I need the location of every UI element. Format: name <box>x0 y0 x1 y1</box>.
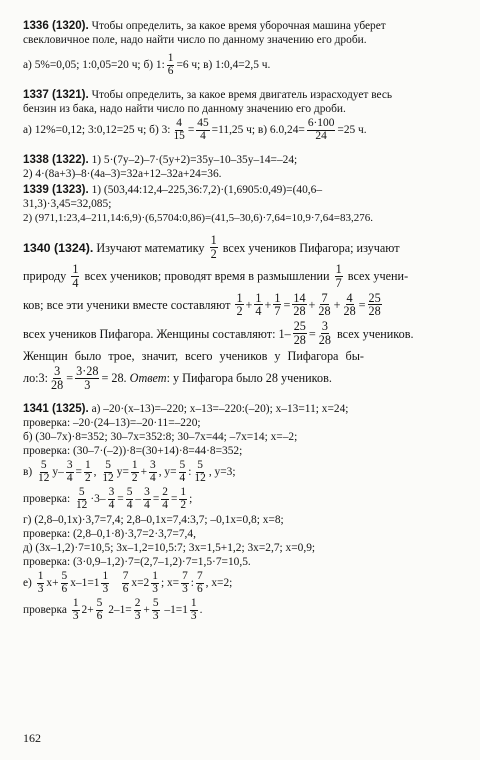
problem-1339-text-1: 1) (503,44:12,4–225,36:7,2)·(1,6905:0,49)=(40,6– <box>88 183 323 196</box>
numerator: 1 <box>72 262 79 277</box>
fraction <box>293 320 307 347</box>
fraction <box>149 460 157 485</box>
problem-1337-answer-mid: =11,25 ч; в) 6.0,24= <box>211 124 305 137</box>
denominator: 28 <box>293 333 306 348</box>
numerator: 1 <box>210 233 217 248</box>
problem-1341-text: 2+ <box>81 604 94 617</box>
denominator: 28 <box>293 304 306 319</box>
denominator: 4 <box>66 471 73 484</box>
denominator: 4 <box>108 498 115 511</box>
fraction <box>72 598 80 623</box>
numerator: 45 <box>197 117 209 130</box>
fraction <box>172 118 185 143</box>
denominator: 28 <box>51 377 64 392</box>
numerator: 1 <box>102 570 109 583</box>
fraction <box>66 460 74 485</box>
denominator: 3 <box>182 583 188 596</box>
problem-1337-answer-pre: а) 12%=0,12; 3:0,12=25 ч; б) 3: <box>23 124 171 137</box>
denominator: 4 <box>144 498 150 511</box>
fraction <box>151 571 159 596</box>
problem-1336-text-2: свекловичное поле, надо найти число по данному значению его дроби. <box>23 34 367 47</box>
denominator: 12 <box>102 471 114 484</box>
problem-1338-text-1: 1) 5·(7y–2)–7·(5y+2)=35y–10–35y–14=–24; <box>88 154 298 167</box>
denominator: 3 <box>134 610 141 623</box>
minus-sign: – <box>135 492 142 505</box>
denominator: 4 <box>126 498 133 511</box>
fraction <box>254 292 262 319</box>
problem-1340-line-2 <box>23 263 456 290</box>
numerator: 25 <box>368 290 381 305</box>
equals-sign: = <box>170 492 178 505</box>
fraction <box>161 487 169 512</box>
problem-1341-text-g2: проверка: (2,8–0,1·8)·3,7=2·3,7=7,4, <box>23 527 196 540</box>
fraction <box>318 320 332 347</box>
fraction <box>235 292 243 319</box>
problem-1341-text-a1: а) –20·(x–13)=–220; x–13=–220:(–20); x–13=11; x=24; <box>88 402 349 415</box>
problem-1338-line-1 <box>23 153 456 167</box>
problem-1336-answer <box>23 53 456 78</box>
numerator: 5 <box>78 485 85 498</box>
fraction <box>292 292 306 319</box>
problem-1341-v <box>23 460 456 485</box>
problem-1336-text-1: Чтобы определить, за какое время уборочная машина уберет <box>88 20 386 32</box>
problem-1341-text: ·3– <box>90 492 106 505</box>
fraction <box>134 598 142 623</box>
problem-1341-text: : <box>190 577 194 590</box>
problem-1338-text-2: 2) 4·(8a+3)–8·(4a–3)=32a+12–32a+24=36. <box>23 168 222 181</box>
numerator: 5 <box>179 458 186 471</box>
numerator: 3 <box>66 458 73 471</box>
equals-sign: = <box>66 371 74 386</box>
problem-1341-text-d1: д) (3x–1,2)·7=10,5; 3x–1,2=10,5:7; 3x=1,5+1,2; 3x=2,7; x=0,9; <box>23 542 316 555</box>
numerator: 4 <box>346 290 353 305</box>
fraction <box>196 118 209 143</box>
denominator: 7 <box>274 304 281 319</box>
denominator: 12 <box>75 498 88 511</box>
fraction <box>108 487 116 512</box>
problem-1341-text: x+ <box>46 577 59 590</box>
fraction <box>122 571 130 596</box>
denominator: 3 <box>190 610 197 623</box>
denominator: 2 <box>236 304 243 319</box>
numerator: 6·100 <box>307 117 335 130</box>
problem-1341-text: , y= <box>158 465 177 478</box>
problem-1340-text: всех учеников Пифагора. Женщины составляют: 1– <box>23 326 291 341</box>
problem-1341-text: проверка: <box>23 492 73 505</box>
denominator: 24 <box>315 130 327 143</box>
page-number: 162 <box>23 731 41 746</box>
numerator: 5 <box>40 458 47 471</box>
problem-1341-text: : <box>188 465 192 478</box>
numerator: 3·28 <box>76 363 99 378</box>
problem-1340-text: = 28. <box>101 371 130 386</box>
problem-1336-heading: 1336 (1320). <box>23 19 89 32</box>
problem-1340-text: природу <box>23 269 70 284</box>
problem-1341-text: –1=1 <box>161 604 188 617</box>
problem-1337-answer-post: =25 ч. <box>337 124 367 137</box>
equals-sign: = <box>283 297 291 312</box>
fraction <box>75 487 88 512</box>
denominator: 6 <box>196 583 203 596</box>
problem-1336-answer-pre: а) 5%=0,05; 1:0,05=20 ч; б) 1: <box>23 59 165 72</box>
numerator: 2 <box>162 485 168 498</box>
denominator: 3 <box>152 610 159 623</box>
numerator: 1 <box>37 570 44 583</box>
problem-1341-heading: 1341 (1325). <box>23 401 89 415</box>
denominator: 12 <box>194 471 206 484</box>
denominator: 6 <box>61 583 68 596</box>
numerator: 1 <box>167 52 174 65</box>
denominator: 3 <box>102 583 109 596</box>
problem-1340-text: ков; все эти ученики вместе составляют <box>23 297 234 312</box>
problem-1339-text-3: 2) (971,1:23,4–211,14:6,9)·(6,5704:0,86)=(41,5–30,6)·7,64=10,9·7,64=83,276. <box>23 211 374 224</box>
fraction <box>131 460 139 485</box>
problem-1337-answer <box>23 118 456 143</box>
problem-1341-text-b1: б) (30–7x)·8=352; 30–7x=352:8; 30–7x=44; –7x=14; x=–2; <box>23 430 298 443</box>
equals-sign: = <box>75 465 82 478</box>
numerator: 3 <box>150 458 156 471</box>
numerator: 25 <box>293 319 306 334</box>
problem-1341-text: y= <box>116 465 129 478</box>
problem-1340-text: : у Пифагора было 28 учеников. <box>166 371 332 386</box>
denominator: 7 <box>335 275 342 290</box>
denominator: 6 <box>167 65 174 78</box>
fraction <box>101 460 114 485</box>
fraction <box>37 460 50 485</box>
problem-1341-text: 2–1= <box>105 604 132 617</box>
problem-1341-text: ; x= <box>160 577 180 590</box>
denominator: 2 <box>131 471 138 484</box>
problem-1341-text: . <box>199 604 203 617</box>
fraction <box>61 571 69 596</box>
numerator: 5 <box>152 597 159 610</box>
fraction <box>71 263 79 290</box>
problem-1341-line-1 <box>23 402 456 416</box>
numerator: 5 <box>197 458 203 471</box>
numerator: 3 <box>108 485 115 498</box>
denominator: 28 <box>318 304 331 319</box>
fraction <box>84 460 92 485</box>
problem-1339-heading: 1339 (1323). <box>23 182 89 196</box>
problem-1340-heading: 1340 (1324). <box>23 240 94 255</box>
denominator: 6 <box>122 583 129 596</box>
problem-1341-text: , x=2; <box>205 577 233 590</box>
numerator: 7 <box>122 570 129 583</box>
problem-1340-text: всех учеников. <box>333 326 414 341</box>
answer-label: Ответ <box>129 371 167 386</box>
problem-1340-text: всех учени- <box>344 269 409 284</box>
problem-1341-text <box>111 577 120 590</box>
numerator: 3 <box>54 363 61 378</box>
plus-sign: + <box>143 604 150 617</box>
fraction <box>101 571 109 596</box>
problem-1338-heading: 1338 (1322). <box>23 153 89 167</box>
problem-1341-text-a2: проверка: –20·(24–13)=–20·11=–220; <box>23 416 201 429</box>
fraction <box>190 598 198 623</box>
problem-1336-line-1 <box>23 19 456 33</box>
fraction <box>307 118 336 143</box>
plus-sign: + <box>333 297 341 312</box>
problem-1340-line-4 <box>23 320 456 347</box>
denominator: 12 <box>38 471 50 484</box>
problem-1340-text: всех учеников Пифагора; изучают <box>219 240 400 255</box>
problem-1337-heading: 1337 (1321). <box>23 88 89 102</box>
fraction <box>210 234 218 261</box>
fraction <box>37 571 45 596</box>
problem-1337-text-2: бензин из бака, надо найти число по данному значению его дроби. <box>23 103 346 116</box>
denominator: 3 <box>72 610 79 623</box>
denominator: 15 <box>173 130 185 143</box>
denominator: 4 <box>255 304 262 319</box>
denominator: 4 <box>150 471 156 484</box>
fraction <box>96 598 104 623</box>
denominator: 28 <box>343 304 356 319</box>
fraction <box>50 365 64 392</box>
denominator: 2 <box>84 471 91 484</box>
problem-1339-text-2: 31,3)·3,45=32,085; <box>23 197 112 210</box>
numerator: 1 <box>131 458 138 471</box>
fraction <box>368 292 382 319</box>
numerator: 1 <box>274 290 281 305</box>
equals-sign: = <box>308 326 316 341</box>
fraction <box>273 292 281 319</box>
numerator: 14 <box>293 290 306 305</box>
problem-1341-text: ; <box>189 492 193 505</box>
denominator: 28 <box>318 333 331 348</box>
numerator: 5 <box>96 597 103 610</box>
problem-1341-text: , y=3; <box>208 465 236 478</box>
denominator: 2 <box>210 247 217 262</box>
numerator: 3 <box>321 319 328 334</box>
denominator: 3 <box>152 583 158 596</box>
problem-1341-text-d2: проверка: (3·0,9–1,2)·7=(2,7–1,2)·7=1,5·7=10,5. <box>23 556 251 569</box>
fraction <box>193 460 206 485</box>
problem-1339-line-1 <box>23 183 456 197</box>
problem-1341-text: , <box>93 465 100 478</box>
problem-1337-line-1 <box>23 88 456 102</box>
denominator: 4 <box>72 275 79 290</box>
problem-1341-text: проверка <box>23 604 70 617</box>
numerator: 4 <box>176 117 182 130</box>
problem-1341-text: y– <box>52 465 64 478</box>
problem-1341-text-b2: проверка: (30–7·(–2))·8=(30+14)·8=44·8=352; <box>23 444 243 457</box>
numerator: 1 <box>84 458 91 471</box>
plus-sign: + <box>308 297 316 312</box>
problem-1337-text-1: Чтобы определить, за какое время двигатель израсходует весь <box>88 89 393 102</box>
problem-1336-answer-post: =6 ч; в) 1:0,4=2,5 ч. <box>176 59 271 72</box>
numerator: 7 <box>196 570 203 583</box>
fraction <box>152 598 160 623</box>
fraction <box>179 487 187 512</box>
problem-1340-text: ло:3: <box>23 371 49 386</box>
problem-1341-e-check <box>23 598 456 623</box>
plus-sign: + <box>140 465 148 478</box>
fraction <box>143 487 151 512</box>
numerator: 2 <box>134 597 141 610</box>
numerator: 3 <box>144 485 150 498</box>
problem-1341-text-g1: г) (2,8–0,1x)·3,7=7,4; 2,8–0,1x=7,4:3,7; –0,1x=0,8; x=8; <box>23 513 284 526</box>
numerator: 1 <box>335 262 342 277</box>
problem-1341-text: x–1=1 <box>70 577 100 590</box>
fraction <box>342 292 356 319</box>
fraction <box>167 53 175 78</box>
problem-1341-e <box>23 571 456 596</box>
numerator: 5 <box>61 570 68 583</box>
denominator: 28 <box>368 304 381 319</box>
numerator: 1 <box>190 597 197 610</box>
numerator: 1 <box>180 485 187 498</box>
problem-1340-line-1 <box>23 234 456 261</box>
equals-sign: = <box>152 492 160 505</box>
fraction <box>317 292 331 319</box>
denominator: 4 <box>162 498 168 511</box>
problem-1340-text: Изучают математику <box>93 240 208 255</box>
fraction <box>196 571 204 596</box>
equals-sign: = <box>187 124 195 137</box>
denominator: 2 <box>180 498 187 511</box>
fraction <box>335 263 343 290</box>
problem-1341-text: x=2 <box>131 577 150 590</box>
equals-sign: = <box>117 492 124 505</box>
plus-sign: + <box>245 297 253 312</box>
problem-1341-v-check <box>23 487 456 512</box>
fraction <box>181 571 189 596</box>
numerator: 1 <box>72 597 79 610</box>
problem-1340-line-3 <box>23 292 456 319</box>
denominator: 3 <box>37 583 44 596</box>
fraction <box>126 487 134 512</box>
fraction <box>75 365 99 392</box>
problem-1340-line-6 <box>23 365 456 392</box>
numerator: 7 <box>321 290 328 305</box>
denominator: 4 <box>200 130 206 143</box>
problem-1341-text: в) <box>23 465 36 478</box>
denominator: 3 <box>84 377 91 392</box>
problem-1340-line-5: Женщин было трое, значит, всего учеников у Пифагора бы- <box>23 348 364 363</box>
numerator: 7 <box>182 570 188 583</box>
plus-sign: + <box>264 297 272 312</box>
equals-sign: = <box>358 297 366 312</box>
numerator: 5 <box>105 458 111 471</box>
denominator: 4 <box>179 471 186 484</box>
problem-1341-text: е) <box>23 577 35 590</box>
numerator: 1 <box>152 570 158 583</box>
denominator: 6 <box>96 610 103 623</box>
numerator: 1 <box>236 290 243 305</box>
numerator: 5 <box>126 485 133 498</box>
fraction <box>179 460 187 485</box>
numerator: 1 <box>255 290 262 305</box>
problem-1340-text: всех учеников; проводят время в размышлении <box>81 269 333 284</box>
